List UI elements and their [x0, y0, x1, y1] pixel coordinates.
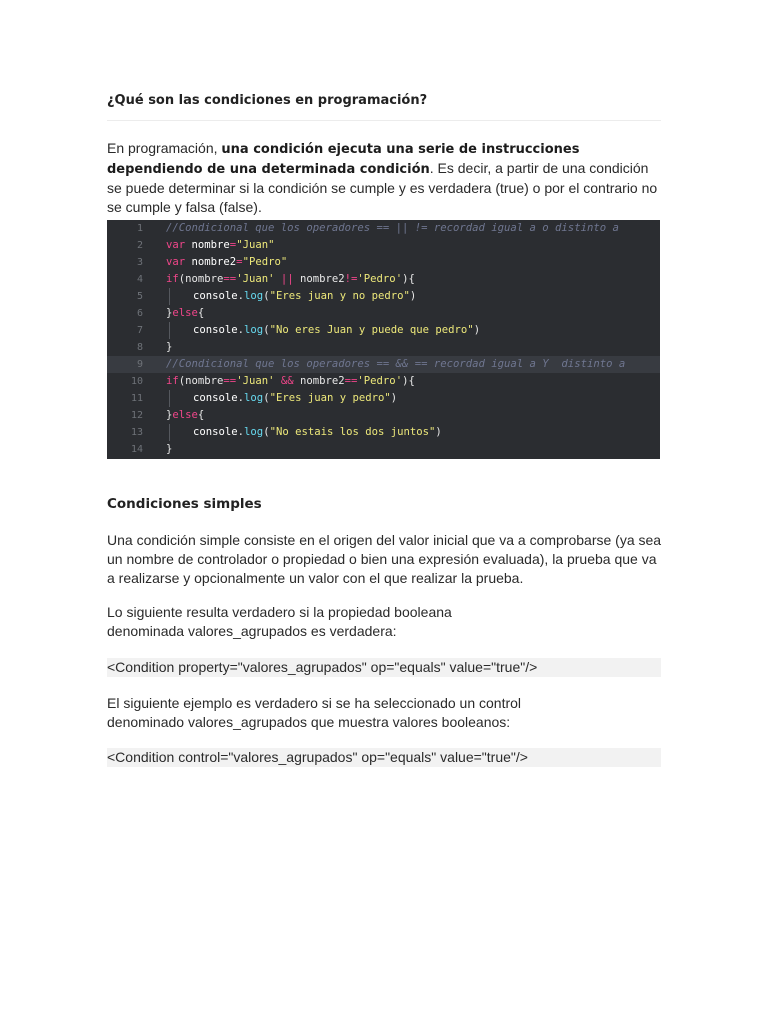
- property-example-line-1: Lo siguiente resulta verdadero si la propiedad booleana: [107, 604, 452, 620]
- code-line: [107, 390, 660, 407]
- code-text: }: [166, 341, 173, 353]
- heading-divider: [107, 120, 661, 121]
- code-text: }else{: [166, 307, 205, 319]
- code-text: //Condicional que los operadores == || != recordad igual a o distinto a: [166, 222, 619, 234]
- control-example-paragraph: [107, 694, 663, 732]
- code-line: [107, 441, 660, 458]
- code-text: //Condicional que los operadores == && == recordad igual a Y distinto a: [166, 358, 626, 370]
- code-text: }: [166, 443, 173, 455]
- property-example-line-2: denominada valores_agrupados es verdadera:: [107, 623, 397, 639]
- line-number: 6: [136, 308, 143, 319]
- line-number: 12: [130, 410, 143, 421]
- line-number: 3: [136, 257, 143, 268]
- property-example-paragraph: [107, 603, 663, 641]
- page-title: ¿Qué son las condiciones en programación?: [107, 93, 428, 108]
- code-line: [107, 237, 660, 254]
- code-screenshot: [107, 220, 660, 459]
- line-number: 11: [130, 393, 143, 404]
- line-number: 1: [136, 223, 143, 234]
- code-text: console.log("No eres Juan y puede que pedro"): [193, 324, 481, 336]
- control-example-line-2: denominado valores_agrupados que muestra valores booleanos:: [107, 714, 511, 730]
- code-text: console.log("No estais los dos juntos"): [193, 426, 442, 438]
- control-condition-code: <Condition control="valores_agrupados" op="equals" value="true"/>: [107, 748, 661, 767]
- line-number: 14: [130, 444, 143, 455]
- code-line: [107, 322, 660, 339]
- control-example-line-1: El siguiente ejemplo es verdadero si se ha seleccionado un control: [107, 695, 522, 711]
- property-condition-code: <Condition property="valores_agrupados" op="equals" value="true"/>: [107, 658, 661, 677]
- code-line: [107, 254, 660, 271]
- indent-guide: [169, 390, 170, 407]
- code-text: console.log("Eres juan y pedro"): [193, 392, 398, 404]
- code-line: [107, 339, 660, 356]
- code-line: [107, 288, 660, 305]
- line-number: 8: [136, 342, 143, 353]
- code-text: if(nombre=='Juan' || nombre2!='Pedro'){: [166, 273, 415, 285]
- indent-guide: [169, 288, 170, 305]
- line-number: 2: [136, 240, 143, 251]
- line-number: 13: [130, 427, 143, 438]
- line-number: 4: [136, 274, 143, 285]
- line-number: 5: [136, 291, 143, 302]
- indent-guide: [169, 322, 170, 339]
- line-number: 10: [130, 376, 143, 387]
- section-heading: Condiciones simples: [107, 496, 262, 512]
- code-line: [107, 407, 660, 424]
- code-text: var nombre2="Pedro": [166, 256, 288, 268]
- code-line: [107, 220, 660, 237]
- code-text: var nombre="Juan": [166, 239, 275, 251]
- code-text: console.log("Eres juan y no pedro"): [193, 290, 417, 302]
- code-text: }else{: [166, 409, 205, 421]
- indent-guide: [169, 424, 170, 441]
- code-line: [107, 271, 660, 288]
- code-line: [107, 356, 660, 373]
- intro-prefix: En programación,: [107, 140, 222, 156]
- code-line: [107, 424, 660, 441]
- intro-paragraph: [107, 139, 663, 217]
- code-line: [107, 305, 660, 322]
- line-number: 9: [136, 359, 143, 370]
- line-number: 7: [136, 325, 143, 336]
- simple-conditions-paragraph: Una condición simple consiste en el origen del valor inicial que va a comprobarse (ya sea un nombre de controlador o propiedad o bien una expresión evaluada), la prueba que va a realizarse y opcionalmente un valor con el que realizar la prueba.: [107, 532, 662, 586]
- intro-suffix: . Es decir, a partir de una condición se puede determinar si la condición se cumple y es verdadera (true) o por el contrario no se cumple y falsa (false).: [107, 160, 658, 215]
- code-line: [107, 373, 660, 390]
- intro-bold-text: una condición ejecuta una serie de instrucciones dependiendo de una determinada condición: [107, 142, 580, 177]
- code-text: if(nombre=='Juan' && nombre2=='Pedro'){: [166, 375, 415, 387]
